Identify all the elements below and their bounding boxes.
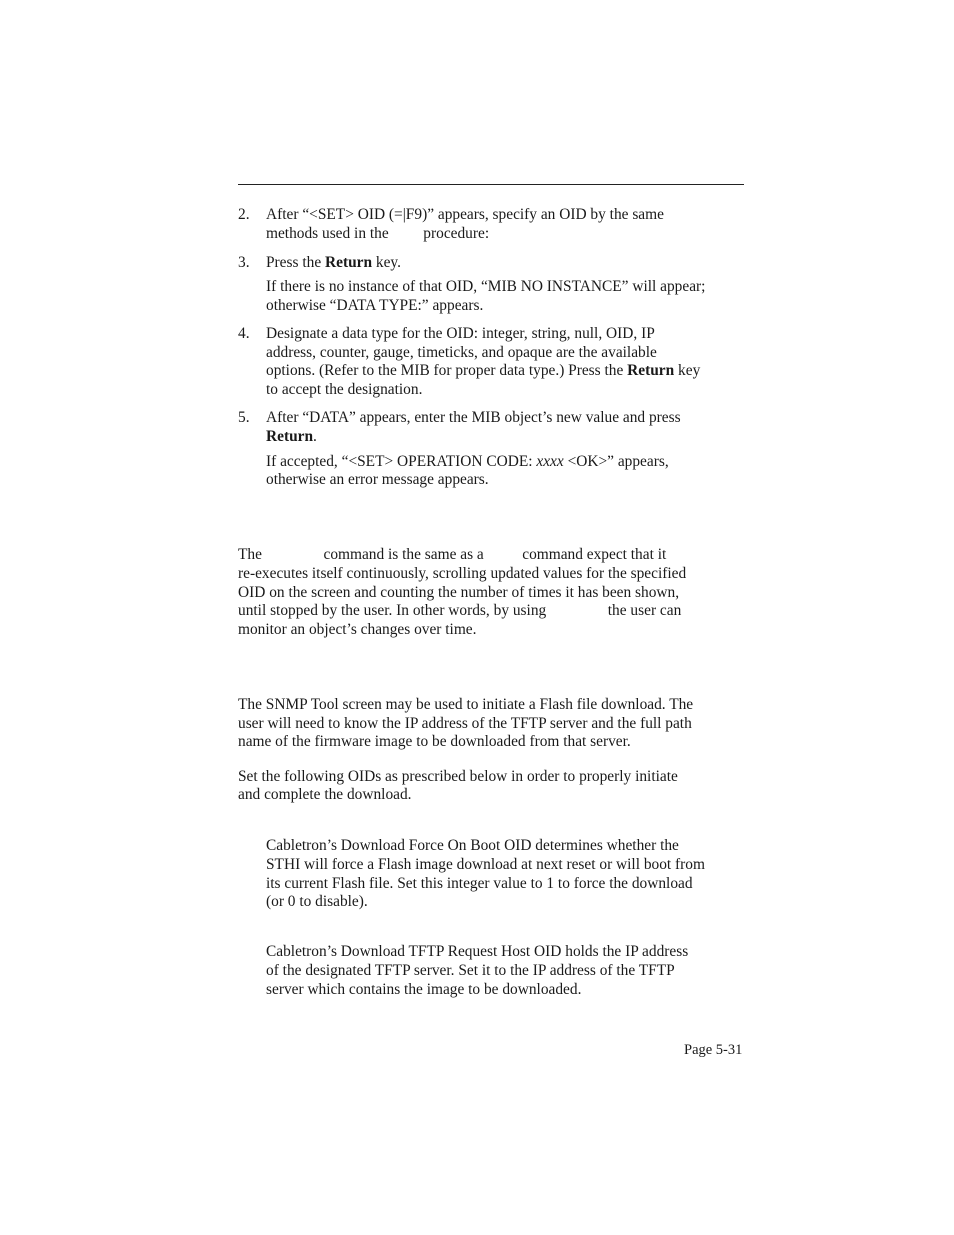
paragraph-line: user will need to know the IP address of the TFTP server and the full path xyxy=(238,715,692,732)
step-text-line: to accept the designation. xyxy=(266,381,423,398)
text-fragment: key xyxy=(674,362,701,379)
paragraph-line: STHI will force a Flash image download at next reset or will boot from xyxy=(266,856,705,873)
step-note-line: otherwise an error message appears. xyxy=(266,471,489,488)
text-fragment: Press the xyxy=(266,254,325,271)
paragraph-line: re-executes itself continuously, scrolling updated values for the specified xyxy=(238,565,687,582)
step-number: 2. xyxy=(238,206,250,223)
paragraph-line: name of the firmware image to be downloaded from that server. xyxy=(238,733,631,750)
step-note-line xyxy=(266,452,669,471)
step-note-line: otherwise “DATA TYPE:” appears. xyxy=(266,297,484,314)
step-number: 5. xyxy=(238,409,250,426)
text-fragment: <OK>” appears, xyxy=(563,453,669,470)
step-text-line: After “DATA” appears, enter the MIB object’s new value and press xyxy=(266,409,681,426)
paragraph-line: Cabletron’s Download TFTP Request Host OID holds the IP address xyxy=(266,943,689,960)
paragraph-line: monitor an object’s changes over time. xyxy=(238,621,477,638)
paragraph-line: Set the following OIDs as prescribed below in order to properly initiate xyxy=(238,768,678,785)
step-number: 4. xyxy=(238,325,250,342)
header-rule xyxy=(238,184,744,185)
paragraph-line: (or 0 to disable). xyxy=(266,893,368,910)
return-key-label: Return xyxy=(627,362,675,379)
text-fragment: options. (Refer to the MIB for proper data type.) Press the xyxy=(266,362,628,379)
step-text-line: methods used in the procedure: xyxy=(266,225,490,242)
page-number: Page 5-31 xyxy=(684,1042,743,1058)
operation-code-placeholder: xxxx xyxy=(536,453,564,470)
return-key-label: Return xyxy=(266,428,314,445)
paragraph-line: and complete the download. xyxy=(238,786,412,803)
step-text-line: address, counter, gauge, timeticks, and opaque are the available xyxy=(266,344,657,361)
text-fragment: key. xyxy=(372,254,401,271)
paragraph-line: server which contains the image to be downloaded. xyxy=(266,981,582,998)
step-text-line: Designate a data type for the OID: integer, string, null, OID, IP xyxy=(266,325,655,342)
return-key-label: Return xyxy=(325,254,373,271)
paragraph-line: of the designated TFTP server. Set it to the IP address of the TFTP xyxy=(266,962,675,979)
paragraph-line: The command is the same as a command expect that it xyxy=(238,546,667,563)
step-number: 3. xyxy=(238,254,250,271)
paragraph-line: The SNMP Tool screen may be used to initiate a Flash file download. The xyxy=(238,696,694,713)
step-text-line xyxy=(266,427,317,446)
text-fragment: . xyxy=(313,428,317,445)
paragraph-line: its current Flash file. Set this integer value to 1 to force the download xyxy=(266,875,693,892)
paragraph-line: until stopped by the user. In other words, by using the user can xyxy=(238,602,682,619)
paragraph-line: Cabletron’s Download Force On Boot OID determines whether the xyxy=(266,837,679,854)
step-note-line: If there is no instance of that OID, “MIB NO INSTANCE” will appear; xyxy=(266,278,706,295)
paragraph-line: OID on the screen and counting the number of times it has been shown, xyxy=(238,584,680,601)
step-text-line xyxy=(266,253,401,272)
step-text-line: After “<SET> OID (=|F9)” appears, specify an OID by the same xyxy=(266,206,664,223)
text-fragment: If accepted, “<SET> OPERATION CODE: xyxy=(266,453,537,470)
step-text-line xyxy=(266,361,700,380)
